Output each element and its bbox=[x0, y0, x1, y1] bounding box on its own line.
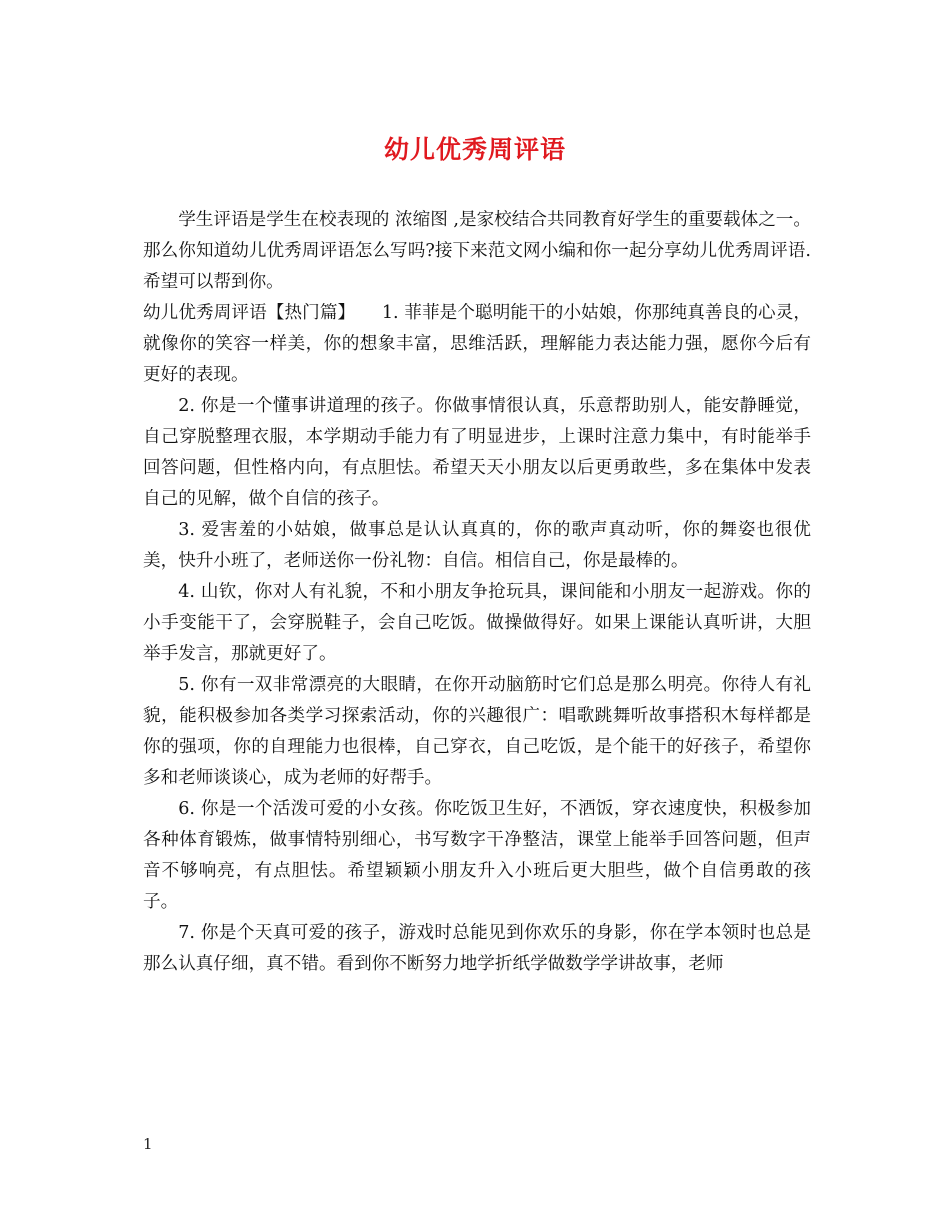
intro-paragraph: 学生评语是学生在校表现的 浓缩图 ,是家校结合共同教育好学生的重要载体之一。那么你知道幼儿优秀周评语怎么写吗?接下来范文网小编和你一起分享幼儿优秀周评语.希望可以帮到你。 bbox=[143, 210, 811, 292]
section-heading-paragraph: 幼儿优秀周评语【热门篇】 1. 菲菲是个聪明能干的小姑娘，你那纯真善良的心灵，就像你的笑容一样美，你的想象丰富，思维活跃，理解能力表达能力强，愿你今后有更好的表现。 bbox=[143, 303, 811, 385]
comment-paragraph: 4. 山钦，你对人有礼貌，不和小朋友争抢玩具，课间能和小朋友一起游戏。你的小手变能干了，会穿脱鞋子，会自己吃饭。做操做得好。如果上课能认真听讲，大胆举手发言，那就更好了。 bbox=[143, 582, 811, 664]
comment-paragraph: 2. 你是一个懂事讲道理的孩子。你做事情很认真，乐意帮助别人，能安静睡觉，自己穿脱整理衣服，本学期动手能力有了明显进步，上课时注意力集中，有时能举手回答问题，但性格内向，有点胆怯。希望天天小朋友以后更勇敢些，多在集体中发表自己的见解，做个自信的孩子。 bbox=[143, 396, 811, 509]
comment-paragraph: 5. 你有一双非常漂亮的大眼睛，在你开动脑筋时它们总是那么明亮。你待人有礼貌，能积极参加各类学习探索活动，你的兴趣很广：唱歌跳舞听故事搭积木每样都是你的强项，你的自理能力也很棒，自己穿衣，自己吃饭，是个能干的好孩子，希望你多和老师谈谈心，成为老师的好帮手。 bbox=[143, 675, 811, 788]
document-body bbox=[143, 205, 811, 980]
page-number: 1 bbox=[143, 1135, 153, 1153]
comment-paragraph: 3. 爱害羞的小姑娘，做事总是认认真真的，你的歌声真动听，你的舞姿也很优美，快升小班了，老师送你一份礼物：自信。相信自己，你是最棒的。 bbox=[143, 520, 811, 571]
page-title: 幼儿优秀周评语 bbox=[383, 135, 566, 164]
comment-paragraph: 6. 你是一个活泼可爱的小女孩。你吃饭卫生好，不洒饭，穿衣速度快，积极参加各种体育锻炼，做事情特别细心，书写数字干净整洁，课堂上能举手回答问题，但声音不够响亮，有点胆怯。希望颖颖小朋友升入小班后更大胆些，做个自信勇敢的孩子。 bbox=[143, 799, 811, 912]
comment-paragraph: 7. 你是个天真可爱的孩子，游戏时总能见到你欢乐的身影，你在学本领时也总是那么认真仔细，真不错。看到你不断努力地学折纸学做数学学讲故事，老师 bbox=[143, 923, 811, 974]
